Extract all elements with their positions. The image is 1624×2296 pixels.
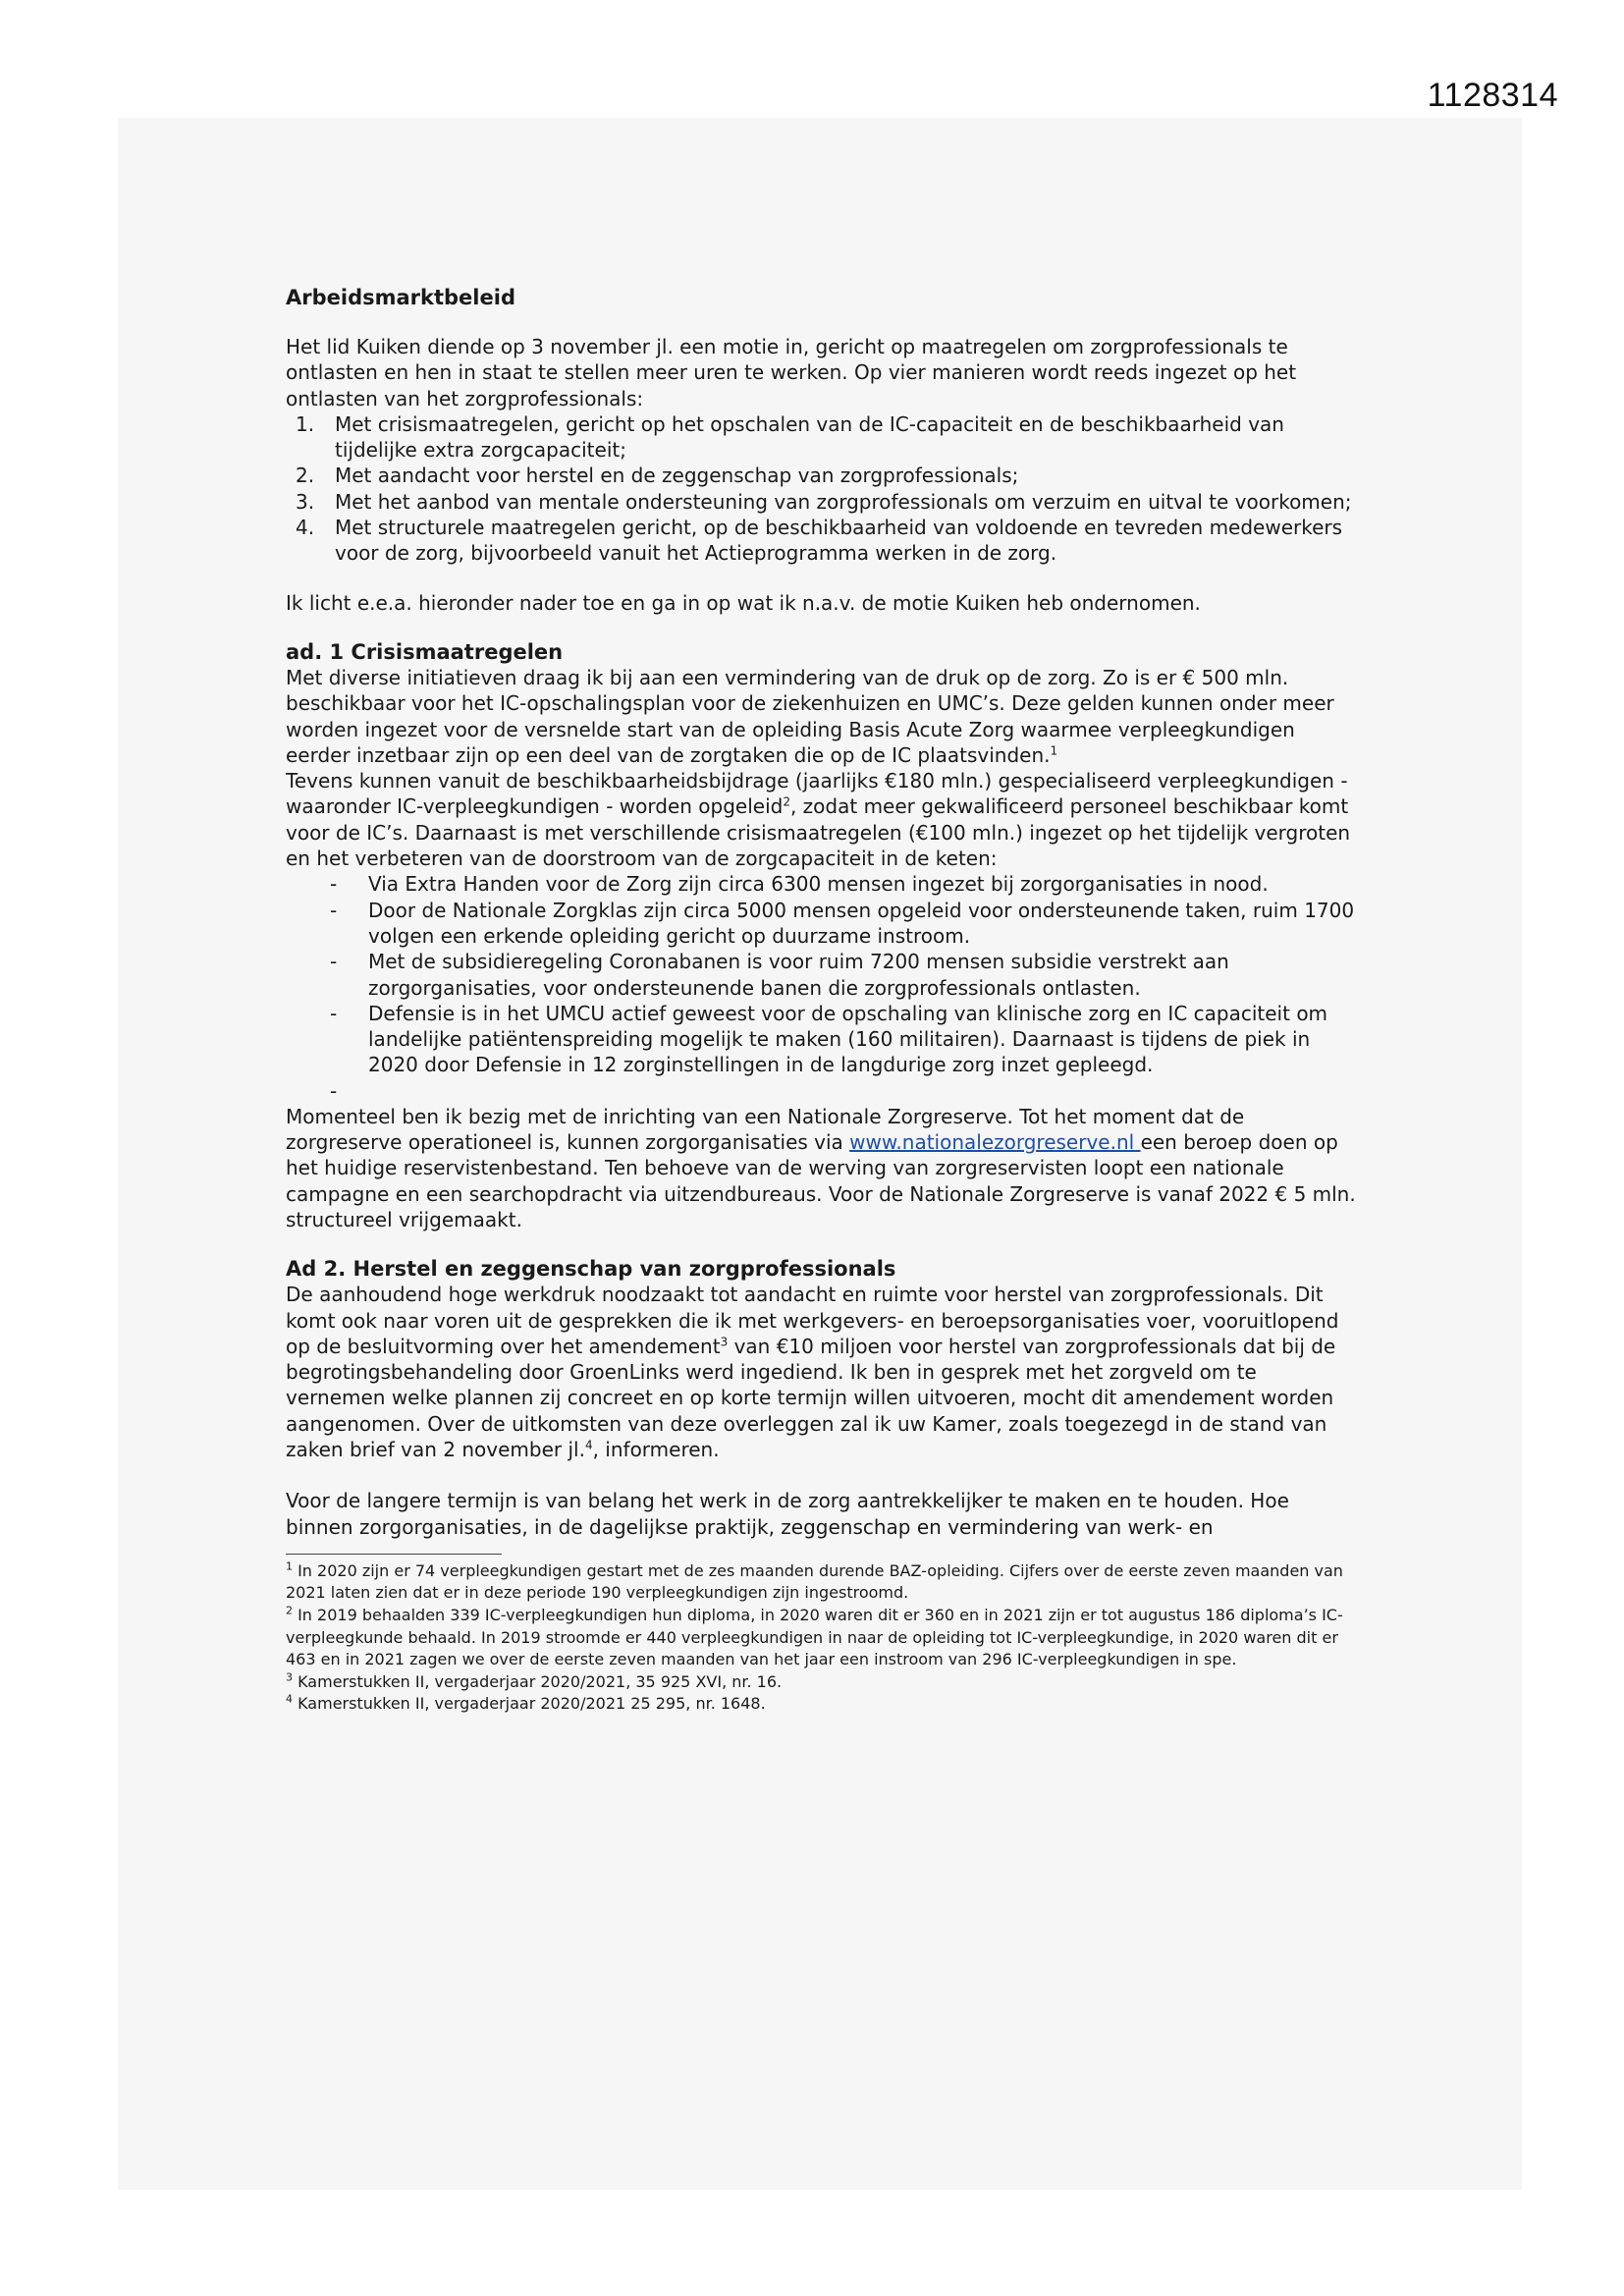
list-number: 3. — [296, 489, 315, 514]
footnote-mark: 4 — [286, 1693, 293, 1707]
footnote — [286, 1693, 1356, 1716]
list-item — [286, 515, 1356, 567]
zorgreserve-text-b: een beroep doen op het huidige reservistenbestand. Ten behoeve van de werving van zorgreservisten loopt een nationale campagne en een searchopdracht via uitzendbureaus. Voor de Nationale Zorgreserve is vanaf 2022 € 5 mln. structureel vrijgemaakt. — [286, 1130, 1356, 1231]
herstel-text-b: van €10 miljoen voor herstel van zorgprofessionals dat bij de begrotingsbehandeling door GroenLinks werd ingediend. Ik ben in gesprek met het zorgveld om te vernemen welke plannen zij concreet en op korte termijn willen uitvoeren, mocht dit amendement worden aangenomen. Over de uitkomsten van deze overleggen zal ik uw Kamer, zoals toegezegd in de stand van zaken brief van 2 november jl. — [286, 1334, 1336, 1461]
list-number: 4. — [296, 516, 315, 540]
zorgreserve-text-a: Momenteel ben ik bezig met de inrichting van een Nationale Zorgreserve. Tot het moment dat de zorgreserve operationeel is, kunnen zorgorganisaties via — [286, 1104, 1245, 1155]
list-number: 2. — [296, 464, 315, 488]
footnote-text: In 2019 behaalden 339 IC-verpleegkundigen hun diploma, in 2020 waren dit er 360 en in 2021 zijn er tot augustus 186 diploma’s IC-verpleegkunde behaald. In 2019 stroomde er 440 verpleegkundigen in naar de opleiding tot IC-verpleegkundige, in 2020 waren dit er 463 en in 2021 zagen we over de eerste zeven maanden van het jaar een instroom van 296 IC-verpleegkundigen in spe. — [286, 1606, 1343, 1669]
herstel-text-a: De aanhoudend hoge werkdruk noodzaakt tot aandacht en ruimte voor herstel van zorgprofessionals. Dit komt ook naar voren uit de gesprekken die ik met werkgevers- en beroepsorganisaties voer, vooruitlopend op de besluitvorming over het amendement — [286, 1283, 1339, 1358]
list-item — [286, 463, 1356, 488]
footnote — [286, 1605, 1356, 1671]
dash-list — [286, 871, 1356, 1103]
langere-termijn-paragraph: Voor de langere termijn is van belang het werk in de zorg aantrekkelijker te maken en te houden. Hoe binnen zorgorganisaties, in de dagelijkse praktijk, zeggenschap en vermindering van werk- en — [286, 1489, 1289, 1539]
footnote — [286, 1671, 1356, 1694]
section-title-arbeidsmarktbeleid: Arbeidsmarktbeleid — [286, 286, 515, 309]
dash-list-item — [286, 898, 1356, 950]
outro-paragraph: Ik licht e.e.a. hieronder nader toe en ga in op wat ik n.a.v. de motie Kuiken heb ondernomen. — [286, 590, 1201, 615]
dash-list-item — [286, 1001, 1356, 1078]
dash-marker: - — [330, 1001, 338, 1025]
list-number: 1. — [296, 411, 315, 436]
footnotes — [286, 1560, 1356, 1716]
crisis-text-c: , zodat meer gekwalificeerd personeel beschikbaar komt voor de IC’s. Daarnaast is met verschillende crisismaatregelen (€100 mln.) ingezet op het tijdelijk vergroten en het verbeteren van de doorstroom van de zorgcapaciteit in de keten: — [286, 794, 1351, 871]
document-number: 1128314 — [1427, 77, 1558, 114]
crisis-text-b: Tevens kunnen vanuit de beschikbaarheidsbijdrage (jaarlijks €180 mln.) gespecialiseerd verpleegkundigen - waaronder IC-verpleegkundigen - worden opgeleid — [286, 769, 1348, 819]
nationalezorgreserve-link[interactable]: www.nationalezorgreserve.nl — [849, 1130, 1141, 1155]
list-item-text: Met het aanbod van mentale ondersteuning van zorgprofessionals om verzuim en uitval te voorkomen; — [335, 489, 1352, 514]
section-title-crisismaatregelen: ad. 1 Crisismaatregelen — [286, 639, 564, 664]
footnote-ref-2[interactable]: 2 — [783, 794, 790, 809]
dash-item-text: Defensie is in het UMCU actief geweest voor de opschaling van klinische zorg en IC capaciteit om landelijke patiëntenspreiding mogelijk te maken (160 militairen). Daarnaast is tijdens de piek in 2020 door Defensie in 12 zorginstellingen in de langdurige zorg inzet gepleegd. — [368, 1001, 1328, 1077]
footnote-mark: 2 — [286, 1604, 293, 1617]
herstel-paragraph — [286, 1282, 1356, 1462]
herstel-text-c: , informeren. — [592, 1437, 720, 1461]
footnote-mark: 1 — [286, 1559, 293, 1573]
footnote-text: Kamerstukken II, vergaderjaar 2020/2021, 35 925 XVI, nr. 16. — [293, 1671, 783, 1691]
dash-item-text: Via Extra Handen voor de Zorg zijn circa 6300 mensen ingezet bij zorgorganisaties in nood. — [368, 872, 1269, 897]
intro-paragraph: Het lid Kuiken diende op 3 november jl. een motie in, gericht op maatregelen om zorgprofessionals te ontlasten en hen in staat te stellen meer uren te werken. Op vier manieren wordt reeds ingezet op het ontlasten van het zorgprofessionals: — [286, 335, 1297, 410]
footnote-ref-4[interactable]: 4 — [584, 1438, 593, 1452]
dash-list-item — [286, 871, 1356, 897]
list-item-text: Met aandacht voor herstel en de zeggenschap van zorgprofessionals; — [335, 464, 1019, 488]
dash-marker: - — [330, 898, 338, 922]
dash-item-text: Door de Nationale Zorgklas zijn circa 5000 mensen opgeleid voor ondersteunende taken, ruim 1700 volgen een erkende opleiding gericht op duurzame instroom. — [368, 898, 1355, 948]
dash-item-text: Met de subsidieregeling Coronabanen is voor ruim 7200 mensen subsidie verstrekt aan zorgorganisaties, voor ondersteunende banen die zorgprofessionals ontlasten. — [368, 950, 1229, 1000]
zorgreserve-paragraph — [286, 1104, 1356, 1232]
crisis-text-a: Met diverse initiatieven draag ik bij aan een vermindering van de druk op de zorg. Zo is er € 500 mln. beschikbaar voor het IC-opschalingsplan voor de ziekenhuizen en UMC’s. Deze gelden kunnen onder meer worden ingezet voor de versnelde start van de opleiding Basis Acute Zorg waarmee verpleegkundigen eerder inzetbaar zijn op een deel van de zorgtaken die op de IC plaatsvinden. — [286, 665, 1334, 767]
footnote-mark: 3 — [286, 1670, 293, 1684]
footnote-separator — [286, 1554, 502, 1555]
list-item — [286, 489, 1356, 515]
crisis-paragraph — [286, 665, 1356, 871]
dash-marker: - — [330, 872, 338, 897]
numbered-list — [286, 411, 1356, 567]
document-body — [286, 285, 1356, 1716]
footnote-ref-1[interactable]: 1 — [1050, 743, 1058, 758]
dash-list-item — [286, 949, 1356, 1001]
footnote-text: Kamerstukken II, vergaderjaar 2020/2021 25 295, nr. 1648. — [293, 1694, 766, 1714]
footnote — [286, 1560, 1356, 1605]
list-item-text: Met structurele maatregelen gericht, op de beschikbaarheid van voldoende en tevreden medewerkers voor de zorg, bijvoorbeeld vanuit het Actieprogramma werken in de zorg. — [335, 516, 1343, 566]
list-item-text: Met crisismaatregelen, gericht op het opschalen van de IC-capaciteit en de beschikbaarheid van tijdelijke extra zorgcapaciteit; — [335, 411, 1284, 463]
list-item — [286, 411, 1356, 464]
dash-marker: - — [330, 950, 338, 974]
footnote-ref-3[interactable]: 3 — [720, 1335, 729, 1349]
dash-marker: - — [330, 1078, 338, 1103]
section-title-herstel: Ad 2. Herstel en zeggenschap van zorgprofessionals — [286, 1257, 896, 1282]
footnote-text: In 2020 zijn er 74 verpleegkundigen gestart met de zes maanden durende BAZ-opleiding. Cijfers over de eerste zeven maanden van 2021 laten zien dat er in deze periode 190 verpleegkundigen zijn ingestroomd. — [286, 1560, 1343, 1603]
dash-list-item — [286, 1078, 1356, 1104]
